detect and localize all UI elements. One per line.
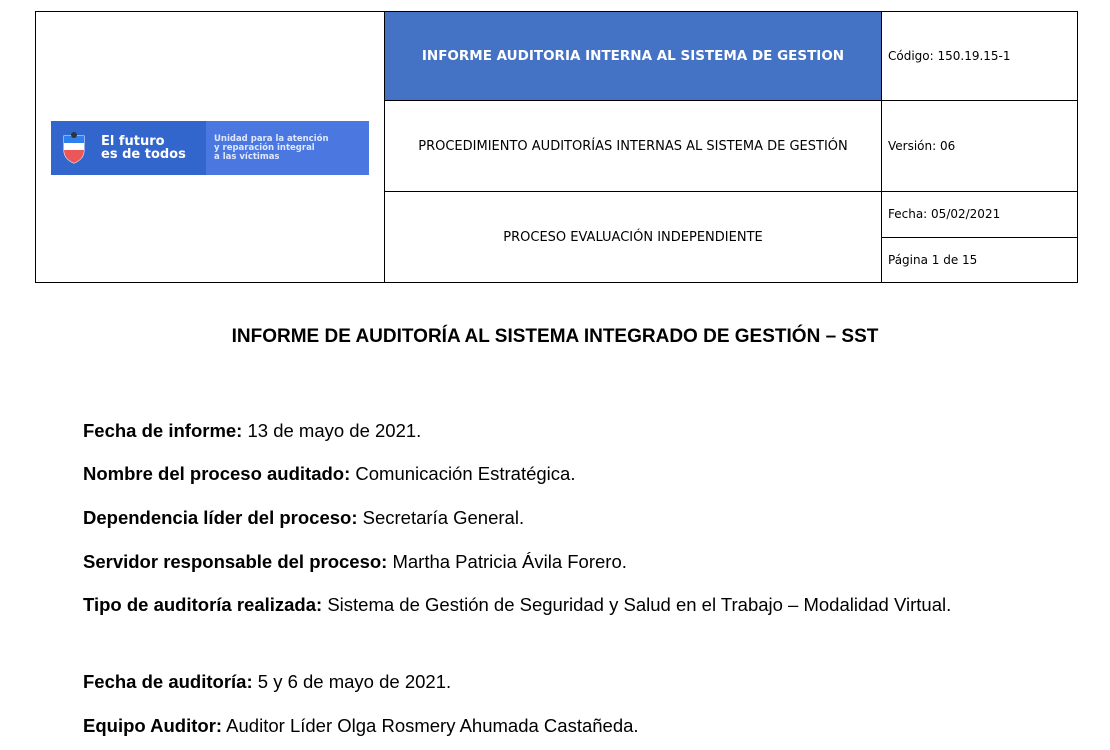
- field-report-date: [83, 420, 1033, 442]
- document-code: Código: 150.19.15-1: [882, 12, 1078, 101]
- logo-brand-block: [51, 121, 206, 175]
- document-type-title: INFORME AUDITORIA INTERNA AL SISTEMA DE GESTION: [385, 12, 882, 101]
- field-lead-department: [83, 507, 1033, 529]
- field-value: Secretaría General.: [357, 507, 525, 528]
- process-name: PROCESO EVALUACIÓN INDEPENDIENTE: [385, 192, 882, 283]
- field-audited-process: [83, 463, 1033, 485]
- field-value: Comunicación Estratégica.: [350, 463, 576, 484]
- logo-slogan: [101, 135, 186, 161]
- field-value: 13 de mayo de 2021.: [242, 420, 422, 441]
- slogan-line: El futuro: [101, 134, 165, 149]
- document-version: Versión: 06: [882, 101, 1078, 192]
- field-responsible-officer: [83, 551, 1033, 573]
- colombia-coat-of-arms-icon: [61, 132, 87, 164]
- field-audit-date: [83, 671, 1033, 693]
- document-date: Fecha: 05/02/2021: [888, 207, 1001, 222]
- unit-name-line: a las víctimas: [214, 151, 280, 162]
- unit-name-line: y reparación integral: [214, 142, 315, 153]
- field-value: 5 y 6 de mayo de 2021.: [252, 671, 452, 692]
- report-title: INFORME DE AUDITORÍA AL SISTEMA INTEGRADO DE GESTIÓN – SST: [231, 326, 879, 347]
- field-label: Dependencia líder del proceso:: [83, 507, 358, 528]
- field-value: Sistema de Gestión de Seguridad y Salud en el Trabajo – Modalidad Virtual.: [322, 594, 952, 615]
- field-label: Nombre del proceso auditado:: [83, 463, 351, 484]
- page-number: Página 1 de 15: [882, 237, 1077, 283]
- slogan-line: es de todos: [101, 147, 186, 162]
- field-label: Tipo de auditoría realizada:: [83, 594, 323, 615]
- logo-unit-block: [206, 121, 369, 175]
- document-header-table: [35, 11, 1078, 283]
- field-audit-team: [83, 715, 1033, 737]
- field-audit-type: [83, 594, 1033, 616]
- logo-cell: [36, 12, 385, 283]
- field-label: Fecha de informe:: [83, 420, 243, 441]
- institution-logo: [51, 121, 369, 175]
- field-label: Servidor responsable del proceso:: [83, 551, 388, 572]
- field-label: Fecha de auditoría:: [83, 671, 253, 692]
- unit-name-line: Unidad para la atención: [214, 133, 329, 144]
- date-page-cell: [882, 192, 1078, 283]
- field-value: Martha Patricia Ávila Forero.: [387, 551, 627, 572]
- procedure-name: PROCEDIMIENTO AUDITORÍAS INTERNAS AL SISTEMA DE GESTIÓN: [385, 101, 882, 192]
- field-value: Auditor Líder Olga Rosmery Ahumada Castañeda.: [222, 715, 639, 736]
- field-label: Equipo Auditor:: [83, 715, 223, 736]
